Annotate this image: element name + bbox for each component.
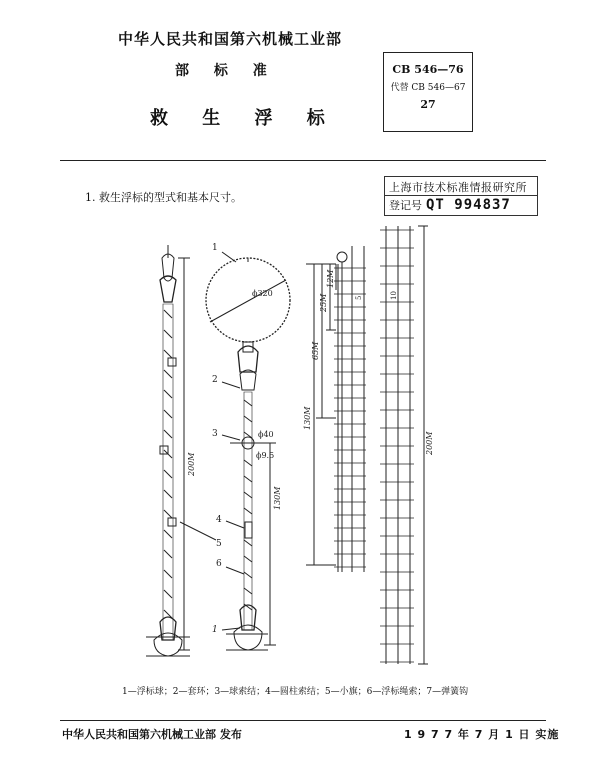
scale-200m-label: 200M bbox=[425, 431, 434, 455]
knot-inner-dia-label: ϕ9.5 bbox=[256, 451, 275, 460]
footer-divider bbox=[60, 720, 546, 721]
callout-1-top: 1 bbox=[212, 243, 218, 253]
callout-3: 3 bbox=[212, 429, 218, 439]
scale-130m-label: 130M bbox=[303, 406, 312, 430]
footer-effective-date: 1 9 7 7 年 7 月 1 日 实施 bbox=[404, 728, 560, 741]
figure-legend: 1—浮标球；2—套环；3—球索结；4—圆柱索结；5—小旗；6—浮标绳索；7—弹簧钩 bbox=[122, 687, 469, 697]
callout-1-bottom: 1 bbox=[212, 625, 218, 635]
callout-4: 4 bbox=[216, 515, 222, 525]
ministry-title: 中华人民共和国第六机械工业部 bbox=[118, 30, 343, 48]
length-scale-assembly bbox=[306, 226, 428, 664]
middle-length-label: 130M bbox=[273, 486, 282, 510]
footer-publisher: 中华人民共和国第六机械工业部 发布 bbox=[62, 728, 242, 741]
stamp-institute: 上海市技术标准情报研究所 bbox=[389, 181, 527, 194]
page-title: 救 生 浮 标 bbox=[150, 108, 339, 129]
scale-25m-label: 25M bbox=[319, 293, 328, 312]
scale-65m-label: 65M bbox=[311, 341, 320, 360]
callout-5: 5 bbox=[216, 539, 222, 549]
scale-col-5-label: 5 bbox=[355, 295, 363, 300]
callout-2: 2 bbox=[212, 375, 218, 385]
knot-outer-dia-label: ϕ40 bbox=[258, 430, 274, 439]
section-heading: 1. 救生浮标的型式和基本尺寸。 bbox=[85, 191, 242, 204]
ball-diameter-label: ϕ320 bbox=[252, 289, 273, 298]
replaces-code: 代替 CB 546—67 bbox=[390, 83, 466, 93]
standard-code: CB 546—76 bbox=[392, 63, 464, 76]
callout-6: 6 bbox=[216, 559, 222, 569]
scale-col-10-label: 10 bbox=[390, 291, 398, 300]
standard-type: 部 标 准 bbox=[175, 63, 277, 79]
left-length-label: 200M bbox=[187, 452, 196, 476]
stamp-reg-label: 登记号 bbox=[389, 199, 422, 212]
left-rope-assembly bbox=[146, 245, 190, 656]
stamp-reg-number: QT 994837 bbox=[426, 197, 511, 213]
standard-number: 27 bbox=[420, 98, 436, 111]
scale-12m-label: 12M bbox=[326, 269, 335, 288]
